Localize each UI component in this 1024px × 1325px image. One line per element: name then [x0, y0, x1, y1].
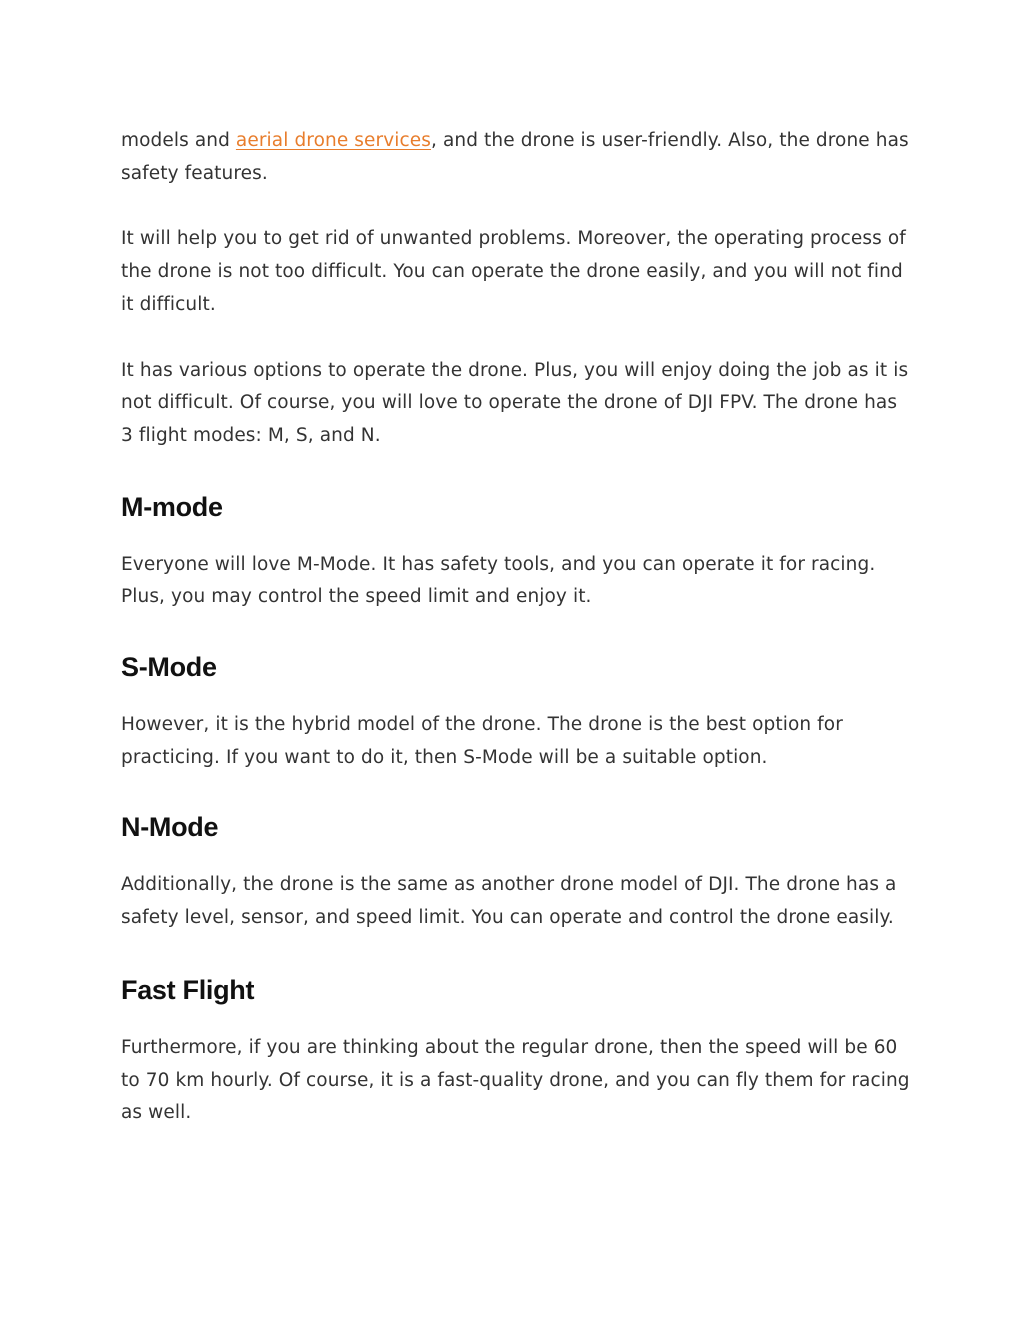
options-paragraph: It has various options to operate the drone. Plus, you will enjoy doing the job as it is not difficult. Of course, you will love to operate the drone of DJI FPV. The drone has 3 flight modes: M, S, and N.: [121, 359, 909, 446]
fast-flight-paragraph: Furthermore, if you are thinking about the regular drone, then the speed will be 60 to 70 km hourly. Of course, it is a fast-quality drone, and you can fly them for racing as well.: [121, 1036, 910, 1124]
document-page: [121, 125, 911, 1130]
s-mode-heading: S-Mode: [121, 652, 217, 683]
n-mode-paragraph: Additionally, the drone is the same as another drone model of DJI. The drone has a safety level, sensor, and speed limit. You can operate and control the drone easily.: [121, 874, 897, 929]
problems-paragraph: It will help you to get rid of unwanted problems. Moreover, the operating process of the drone is not too difficult. You can operate the drone easily, and you will not find it difficult.: [121, 228, 906, 315]
fast-flight-heading: Fast Flight: [121, 974, 255, 1005]
n-mode-heading: N-Mode: [121, 812, 219, 843]
m-mode-heading: M-mode: [121, 491, 223, 522]
intro-paragraph: [121, 125, 911, 190]
s-mode-paragraph: However, it is the hybrid model of the drone. The drone is the best option for practicing. If you want to do it, then S-Mode will be a suitable option.: [121, 714, 843, 768]
aerial-drone-services-link[interactable]: aerial drone services: [235, 130, 431, 151]
intro-text-after-link: , and the drone is user-friendly. Also, the drone has safety features.: [121, 130, 909, 184]
m-mode-paragraph: Everyone will love M-Mode. It has safety tools, and you can operate it for racing. Plus, you may control the speed limit and enjoy it.: [121, 553, 876, 608]
intro-text-before-link: models and: [121, 130, 236, 151]
